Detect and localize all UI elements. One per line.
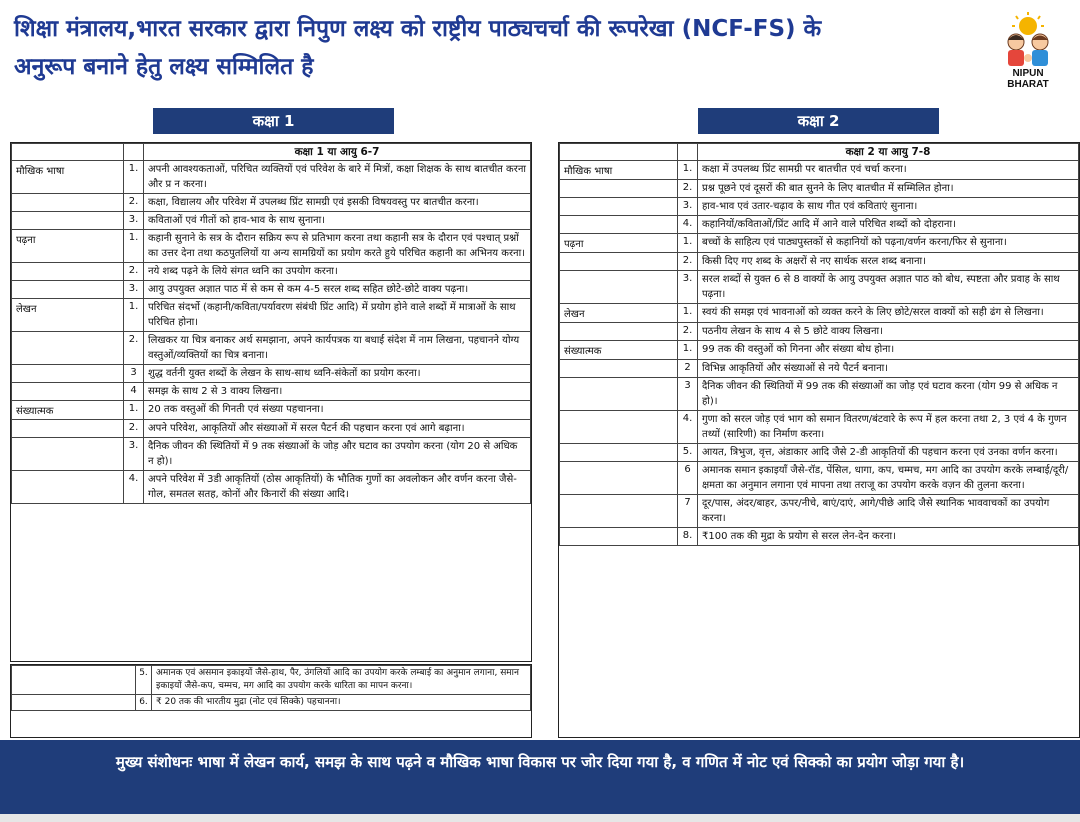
learning-goal-text: दूर/पास, अंदर/बाहर, ऊपर/नीचे, बाएं/दाएं, आगे/पीछे आदि जैसे स्थानिक भाववाचकों का उपयोग करना।: [698, 495, 1079, 528]
subject-cell: [12, 263, 124, 281]
learning-goal-text: गुणा को सरल जोड़ एवं भाग को समान वितरण/बंटवारे के रूप में हल करना तथा 2, 3 एवं 4 के गुणन तथ्यों (सारिणी) का निर्माण करना।: [698, 411, 1079, 444]
item-number: 4: [124, 383, 144, 401]
table-row: [12, 695, 531, 711]
table-row: [560, 360, 1079, 378]
learning-goal-text: अपने परिवेश में 3डी आकृतियों (ठोस आकृतियों) के भौतिक गुणों का अवलोकन और वर्णन करना जैसे-गोल, समतल सतह, कोनों और किनारों की संख्या आदि।: [144, 471, 531, 504]
table-row: [12, 438, 531, 471]
bottom-divider: [0, 814, 1080, 822]
item-number: 3.: [124, 212, 144, 230]
learning-goal-text: बच्चों के साहित्य एवं पाठ्यपुस्तकों से कहानियों को पढ़ना/वर्णन करना/फिर से सुनाना।: [698, 234, 1079, 253]
table-row: [560, 180, 1079, 198]
learning-goal-text: अमानक एवं असमान इकाइयों जैसे-हाथ, पैर, उंगलियों आदि का उपयोग करके लम्बाई का अनुमान लगाना, समान इकाइयों जैसे-कप, चम्मच, मग आदि का उपयोग करके धारिता का मापन करना।: [152, 666, 531, 695]
learning-goal-text: विभिन्न आकृतियों और संख्याओं से नये पैटर्न बनाना।: [698, 360, 1079, 378]
learning-goal-text: समझ के साथ 2 से 3 वाक्य लिखना।: [144, 383, 531, 401]
item-number: 2.: [678, 180, 698, 198]
table-row: [560, 411, 1079, 444]
item-number: 3.: [124, 438, 144, 471]
learning-goal-text: नये शब्द पढ़ने के लिये संगत ध्वनि का उपयोग करना।: [144, 263, 531, 281]
subject-cell: [560, 180, 678, 198]
table-row: [560, 304, 1079, 323]
learning-goal-text: स्वयं की समझ एवं भावनाओं को व्यक्त करने के लिए छोटे/सरल वाक्यों को सही ढंग से लिखना।: [698, 304, 1079, 323]
learning-goal-text: शुद्ध वर्तनी युक्त शब्दों के लेखन के साथ-साथ ध्वनि-संकेतों का प्रयोग करना।: [144, 365, 531, 383]
children-illustration-icon: [996, 12, 1060, 70]
table-row: [560, 323, 1079, 341]
table-row: [560, 444, 1079, 462]
key-revisions-footer: मुख्य संशोधनः भाषा में लेखन कार्य, समझ के साथ पढ़ने व मौखिक भाषा विकास पर जोर दिया गया है, व गणित में नोट एवं सिक्को का प्रयोग जोड़ा गया है।: [0, 740, 1080, 814]
table-row: [12, 332, 531, 365]
item-number: 3: [124, 365, 144, 383]
item-number: 4.: [124, 471, 144, 504]
item-number: 2.: [124, 194, 144, 212]
subject-cell: [12, 281, 124, 299]
item-number: 1.: [124, 299, 144, 332]
learning-goal-text: सरल शब्दों से युक्त 6 से 8 वाक्यों के आयु उपयुक्त अज्ञात पाठ को बोध, स्पष्टता और प्रवाह के साथ पढ़ना।: [698, 271, 1079, 304]
item-number: 2.: [678, 323, 698, 341]
item-number: 2: [678, 360, 698, 378]
table-row: [560, 528, 1079, 546]
table-row: [12, 161, 531, 194]
learning-goal-text: आयत, त्रिभुज, वृत्त, अंडाकार आदि जैसे 2-डी आकृतियों की पहचान करना एवं उनका वर्णन करना।: [698, 444, 1079, 462]
item-number: 1.: [678, 161, 698, 180]
table-row: [12, 212, 531, 230]
subject-cell: मौखिक भाषा: [12, 161, 124, 194]
logo-line-2: BHARAT: [1007, 79, 1049, 90]
subject-cell: संख्यात्मक: [12, 401, 124, 420]
item-number: 3: [678, 378, 698, 411]
table-row: [560, 198, 1079, 216]
learning-goal-text: 20 तक वस्तुओं की गिनती एवं संख्या पहचानना।: [144, 401, 531, 420]
learning-goal-text: दैनिक जीवन की स्थितियों में 9 तक संख्याओं के जोड़ और घटाव का उपयोग करना (योग 20 से अधिक न हो)।: [144, 438, 531, 471]
learning-goal-text: 99 तक की वस्तुओं को गिनना और संख्या बोध होना।: [698, 341, 1079, 360]
learning-goal-text: परिचित संदर्भो (कहानी/कविता/पर्यावरण संबंधी प्रिंट आदि) में प्रयोग होने वाले शब्दों में मात्राओं के साथ परिचित होना।: [144, 299, 531, 332]
subject-cell: [560, 216, 678, 234]
table-row: [560, 378, 1079, 411]
table-row: [12, 420, 531, 438]
subject-cell: [560, 360, 678, 378]
class1-table-panel: [10, 142, 532, 662]
table-row: [12, 194, 531, 212]
learning-goal-text: अपने परिवेश, आकृतियों और संख्याओं में सरल पैटर्न की पहचान करना एवं आगे बढ़ाना।: [144, 420, 531, 438]
item-number: 5.: [678, 444, 698, 462]
subject-cell: संख्यात्मक: [560, 341, 678, 360]
subject-cell: पढ़ना: [12, 230, 124, 263]
page-title: [14, 10, 974, 86]
table-row: [560, 495, 1079, 528]
subject-cell: लेखन: [12, 299, 124, 332]
nipun-bharat-logo: [996, 12, 1060, 96]
item-number: 2.: [678, 253, 698, 271]
table-row: [12, 263, 531, 281]
title-line-2: अनुरूप बनाने हेतु लक्ष्य सम्मिलित है: [14, 54, 314, 80]
learning-goal-text: आयु उपयुक्त अज्ञात पाठ में से कम से कम 4-5 सरल शब्द सहित छोटे-छोटे वाक्य पढ़ना।: [144, 281, 531, 299]
class1-extra-panel: [10, 664, 532, 738]
table-row: [560, 253, 1079, 271]
table-row: [560, 234, 1079, 253]
subject-cell: [560, 528, 678, 546]
item-number: 3.: [124, 281, 144, 299]
subject-cell: [560, 495, 678, 528]
subject-cell: [12, 420, 124, 438]
class1-table: [11, 143, 531, 504]
subject-cell: [12, 695, 136, 711]
learning-goal-text: दैनिक जीवन की स्थितियों में 99 तक की संख्याओं का जोड़ एवं घटाव करना (योग 99 से अधिक न हो)।: [698, 378, 1079, 411]
learning-goal-text: ₹100 तक की मुद्रा के प्रयोग से सरल लेन-देन करना।: [698, 528, 1079, 546]
item-number: 7: [678, 495, 698, 528]
subject-cell: [560, 411, 678, 444]
subject-cell: [12, 438, 124, 471]
table-row: [12, 666, 531, 695]
item-number: 5.: [136, 666, 152, 695]
item-number: 4.: [678, 216, 698, 234]
subject-cell: [560, 323, 678, 341]
learning-goal-text: अमानक समान इकाइयाँ जैसे-रॉड, पेंसिल, धागा, कप, चम्मच, मग आदि का उपयोग करके लम्बाई/दूरी/क्षमता का अनुमान लगाना एवं मापना तथा तराजू का उपयोग करके वज़न की तुलना करना।: [698, 462, 1079, 495]
logo-wordmark: [996, 68, 1060, 90]
table-row: [12, 299, 531, 332]
item-number: 2.: [124, 420, 144, 438]
item-number: 1.: [124, 230, 144, 263]
table-row: [560, 271, 1079, 304]
learning-goal-text: अपनी आवश्यकताओं, परिचित व्यक्तियों एवं परिवेश के बारे में मित्रों, कक्षा शिक्षक के साथ बातचीत करना और प्र न करना।: [144, 161, 531, 194]
learning-goal-text: कक्षा, विद्यालय और परिवेश में उपलब्ध प्रिंट सामग्री एवं इसकी विषयवस्तु पर बातचीत करना।: [144, 194, 531, 212]
table-row: [560, 161, 1079, 180]
learning-goal-text: कहानियों/कविताओं/प्रिंट आदि में आने वाले परिचित शब्दों को दोहराना।: [698, 216, 1079, 234]
table-row: [12, 401, 531, 420]
class2-table-panel: [558, 142, 1080, 738]
item-number: 1.: [124, 401, 144, 420]
item-number: 3.: [678, 271, 698, 304]
item-number: 4.: [678, 411, 698, 444]
subject-cell: [560, 444, 678, 462]
class2-header: कक्षा 2: [698, 108, 939, 134]
item-number: 1.: [678, 304, 698, 323]
item-number: 2.: [124, 263, 144, 281]
learning-goal-text: लिखकर या चित्र बनाकर अर्थ समझाना, अपने कार्यपत्रक या बधाई संदेश में नाम लिखना, पहचानने योग्य वस्तुओं/व्यक्तियों का चित्र बनाना।: [144, 332, 531, 365]
learning-goal-text: कक्षा में उपलब्ध प्रिंट सामग्री पर बातचीत एवं चर्चा करना।: [698, 161, 1079, 180]
subject-cell: लेखन: [560, 304, 678, 323]
class1-extra-table: [11, 665, 531, 711]
item-number: 2.: [124, 332, 144, 365]
title-line-1: शिक्षा मंत्रालय,भारत सरकार द्वारा निपुण लक्ष्य को राष्ट्रीय पाठ्यचर्चा की रूपरेखा (NCF-FS) के: [14, 16, 822, 42]
subject-cell: [12, 383, 124, 401]
table-row: [560, 216, 1079, 234]
table-row: [12, 365, 531, 383]
subject-cell: [12, 194, 124, 212]
class1-header: कक्षा 1: [153, 108, 394, 134]
table-row: [12, 281, 531, 299]
logo-line-1: NIPUN: [1012, 68, 1044, 79]
class2-table-title: कक्षा 2 या आयु 7-8: [698, 144, 1079, 161]
learning-goal-text: प्रश्न पूछने एवं दूसरों की बात सुनने के लिए बातचीत में सम्मिलित होना।: [698, 180, 1079, 198]
learning-goal-text: पठनीय लेखन के साथ 4 से 5 छोटे वाक्य लिखना।: [698, 323, 1079, 341]
table-row: [560, 341, 1079, 360]
subject-cell: [560, 198, 678, 216]
subject-cell: [12, 471, 124, 504]
subject-cell: [12, 666, 136, 695]
learning-goal-text: कहानी सुनाने के सत्र के दौरान सक्रिय रूप से प्रतिभाग करना तथा कहानी सत्र के दौरान एवं पश्चात् प्रश्नों का उत्तर देना तथा कठपुतलियों या अन्य सामग्रियों का प्रयोग करते हुये परिचित कहानी का अभिनय करना।: [144, 230, 531, 263]
subject-cell: पढ़ना: [560, 234, 678, 253]
subject-cell: [12, 212, 124, 230]
learning-goal-text: ₹ 20 तक की भारतीय मुद्रा (नोट एवं सिक्के) पहचानना।: [152, 695, 531, 711]
subject-cell: [560, 378, 678, 411]
item-number: 1.: [678, 234, 698, 253]
table-row: [12, 471, 531, 504]
item-number: 3.: [678, 198, 698, 216]
class2-table: [559, 143, 1079, 546]
learning-goal-text: किसी दिए गए शब्द के अक्षरों से नए सार्थक सरल शब्द बनाना।: [698, 253, 1079, 271]
subject-cell: [560, 462, 678, 495]
subject-cell: [560, 253, 678, 271]
learning-goal-text: कविताओं एवं गीतों को हाव-भाव के साथ सुनाना।: [144, 212, 531, 230]
item-number: 1.: [678, 341, 698, 360]
table-row: [12, 230, 531, 263]
subject-cell: [12, 365, 124, 383]
learning-goal-text: हाव-भाव एवं उतार-चढ़ाव के साथ गीत एवं कविताएं सुनाना।: [698, 198, 1079, 216]
table-row: [560, 462, 1079, 495]
subject-cell: [560, 271, 678, 304]
subject-cell: [12, 332, 124, 365]
item-number: 6: [678, 462, 698, 495]
item-number: 1.: [124, 161, 144, 194]
item-number: 6.: [136, 695, 152, 711]
class1-table-title: कक्षा 1 या आयु 6-7: [144, 144, 531, 161]
subject-cell: मौखिक भाषा: [560, 161, 678, 180]
table-row: [12, 383, 531, 401]
item-number: 8.: [678, 528, 698, 546]
